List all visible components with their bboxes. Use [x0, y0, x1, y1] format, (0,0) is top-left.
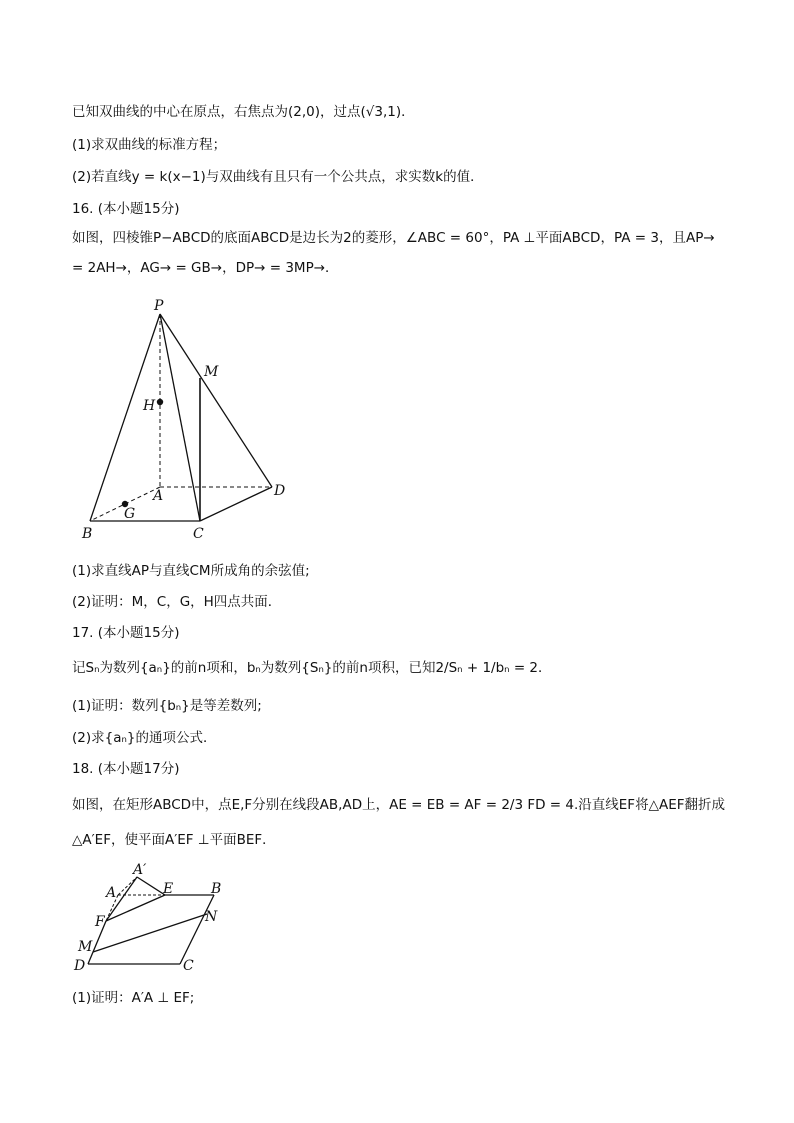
q18-label-C: C	[183, 958, 194, 974]
q18-part1: (1)证明：A′A ⊥ EF;	[72, 990, 195, 1006]
q17-part2: (2)求{aₙ}的通项公式．	[72, 730, 217, 746]
q18-label-A: A	[106, 885, 117, 901]
q16-label-A: A	[153, 488, 164, 504]
q16-pyramid-figure	[70, 292, 300, 548]
q16-label-P: P	[154, 298, 164, 314]
q16-label-G: G	[124, 506, 136, 522]
q18-label-M: M	[78, 939, 93, 955]
q17-part1: (1)证明：数列{bₙ}是等差数列;	[72, 698, 262, 714]
q18-header: 18. (本小题17分)	[72, 761, 180, 777]
q16-stem-line2: = 2AH→，AG→ = GB→，DP→ = 3MP→．	[72, 260, 339, 276]
q18-label-N: N	[205, 909, 218, 925]
q18-label-F: F	[95, 914, 105, 930]
q18-stem-line1: 如图，在矩形ABCD中，点E,F分别在线段AB,AD上，AE = EB = AF = 2/3 FD = 4.沿直线EF将△AEF翻折成	[72, 797, 725, 813]
q16-label-D: D	[274, 483, 286, 499]
q18-label-B: B	[211, 881, 222, 897]
q16-label-B: B	[82, 526, 93, 542]
q16-stem-line1: 如图，四棱锥P−ABCD的底面ABCD是边长为2的菱形，∠ABC = 60°，PA ⊥平面ABCD，PA = 3，且AP→	[72, 230, 715, 246]
q18-label-D: D	[74, 958, 86, 974]
q16-label-H: H	[143, 398, 156, 414]
q15-intro: 已知双曲线的中心在原点，右焦点为(2,0)，过点(√3,1)．	[72, 104, 415, 120]
q18-rectangle-fold-figure	[70, 855, 230, 980]
q16-label-M: M	[204, 364, 219, 380]
q16-part2: (2)证明：M，C，G，H四点共面．	[72, 594, 282, 610]
q16-part1: (1)求直线AP与直线CM所成角的余弦值;	[72, 563, 310, 579]
q18-label-A-prime: A′	[133, 862, 147, 878]
q18-stem-line2: △A′EF，使平面A′EF ⊥平面BEF．	[72, 832, 276, 848]
q16-label-C: C	[193, 526, 204, 542]
q15-part1: (1)求双曲线的标准方程；	[72, 137, 227, 153]
q15-part2: (2)若直线y = k(x−1)与双曲线有且只有一个公共点，求实数k的值．	[72, 169, 484, 185]
q17-header: 17. (本小题15分)	[72, 625, 180, 641]
q17-stem: 记Sₙ为数列{aₙ}的前n项和，bₙ为数列{Sₙ}的前n项积，已知2/Sₙ + 1/bₙ = 2．	[72, 660, 552, 676]
q18-label-E: E	[163, 881, 174, 897]
q16-header: 16. (本小题15分)	[72, 201, 180, 217]
